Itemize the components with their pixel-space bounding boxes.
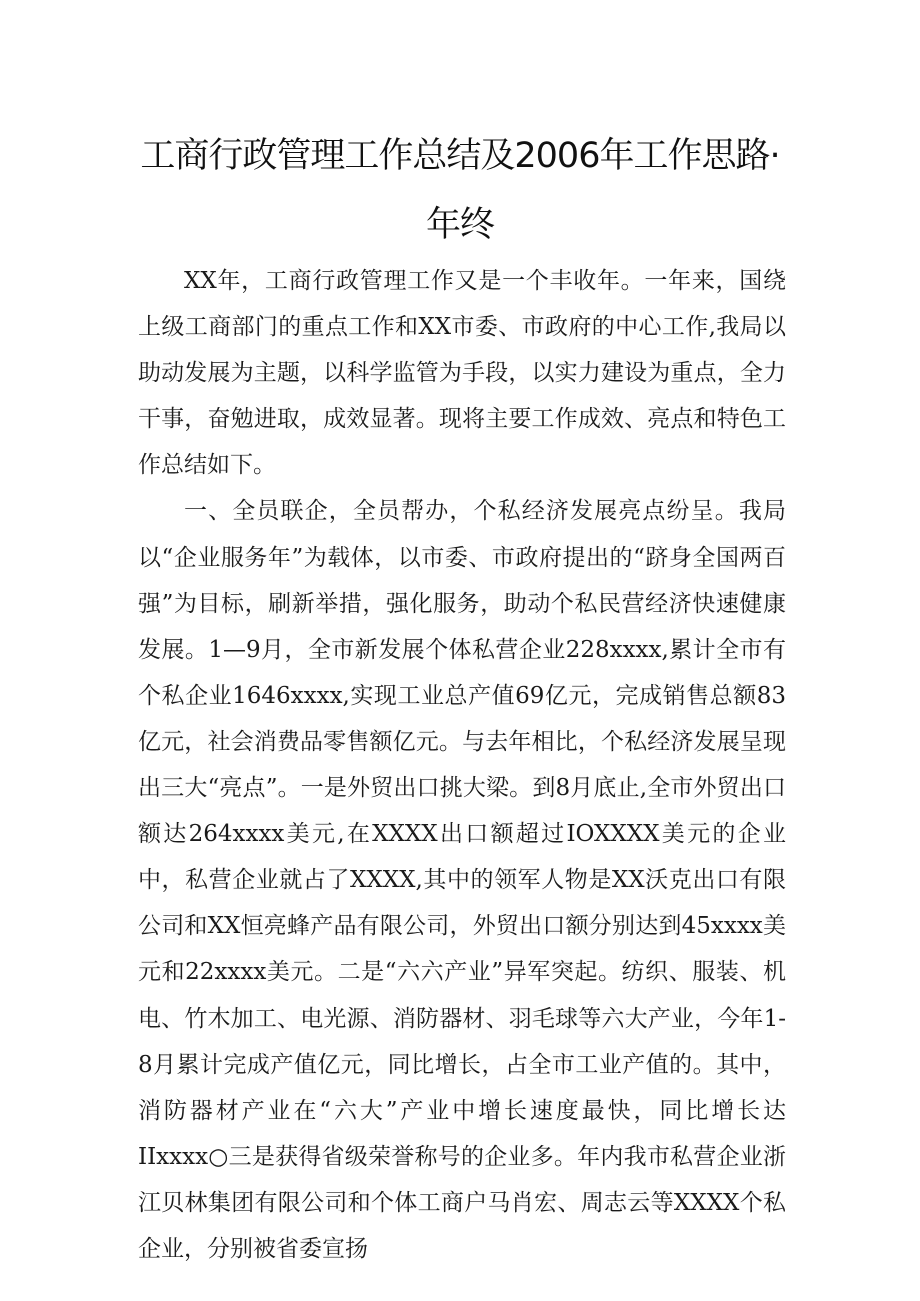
paragraph-intro: XX年，工商行政管理工作又是一个丰收年。一年来，国绕上级工商部门的重点工作和XX市委、市政府的中心工作,我局以助动发展为主题，以科学监管为手段，以实力建设为重点，全力干事，奋勉进取，成效显著。现将主要工作成效、亮点和特色工作总结如下。 <box>138 268 786 479</box>
document-title-line-1: 工商行政管理工作总结及2006年工作思路· <box>140 136 780 176</box>
document-title-line-2: 年终 <box>425 205 494 245</box>
paragraph-section-one: 一、全员联企，全员帮办，个私经济发展亮点纷呈。我局以“企业服务年”为载体，以市委、市政府提出的“跻身全国两百强”为目标，刷新举措，强化服务，助动个私民营经济快速健康发展。1—9月，全市新发展个体私营企业228xxxx,累计全市有个私企业1646xxxx,实现工业总产值69亿元，完成销售总额83亿元，社会消费品零售额亿元。与去年相比，个私经济发展呈现出三大“亮点”。一是外贸出口挑大梁。到8月底止,全市外贸出口额达264xxxx美元,在XXXX出口额超过IOXXXX美元的企业中，私营企业就占了XXXX,其中的领军人物是XX沃克出口有限公司和XX恒亮蜂产品有限公司，外贸出口额分别达到45xxxx美元和22xxxx美元。二是“六六产业”异军突起。纺织、服装、机电、竹木加工、电光源、消防器材、羽毛球等六大产业，今年1-8月累计完成产值亿元，同比增长，占全市工业产值的。其中，消防器材产业在“六大”产业中增长速度最快，同比增长达IIxxxx○三是获得省级荣誉称号的企业多。年内我市私营企业浙江贝林集团有限公司和个体工商户马肖宏、周志云等XXXX个私企业，分别被省委宣扬 <box>138 498 787 1262</box>
document-body <box>138 258 786 1272</box>
